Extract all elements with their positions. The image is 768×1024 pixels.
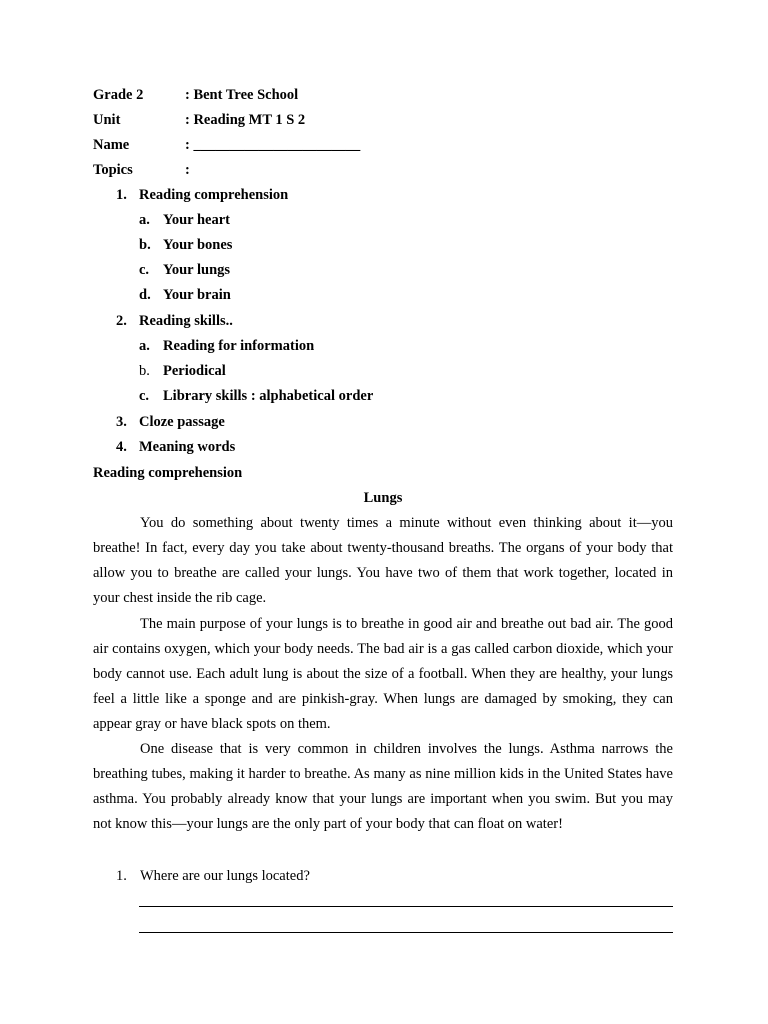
topic-number: 3. [116,414,127,430]
subtopic-letter: c. [139,262,150,278]
subtopic-letter: b. [139,237,151,253]
subtopic-letter: d. [139,287,151,303]
subtopic-label: Your bones [163,237,233,253]
topic-label: Reading skills.. [139,313,233,329]
subtopic-letter: c. [139,388,150,404]
section-title: Reading comprehension [93,465,243,481]
topics-colon: : [185,162,190,178]
answer-line[interactable] [139,932,673,933]
story-title: Lungs [363,490,403,506]
subtopic-letter: a. [139,212,150,228]
subtopic-letter: a. [139,338,150,354]
topic-label: Meaning words [139,439,236,455]
question-number: 1. [116,868,127,884]
question-text: Where are our lungs located? [140,868,310,884]
subtopic-letter: b. [139,363,150,379]
subtopic-label: Reading for information [163,338,315,354]
name-blank: : _______________________ [185,137,361,153]
unit-label: Unit [93,112,121,128]
answer-line[interactable] [139,906,673,907]
subtopic-label: Library skills : alphabetical order [163,388,374,404]
topic-number: 1. [116,187,127,203]
unit-value: : Reading MT 1 S 2 [185,112,306,128]
topic-label: Cloze passage [139,414,225,430]
story-paragraph: You do something about twenty times a minute without even thinking about it—you breathe! In fact, every day you take about twenty-thousand breaths. The organs of your body that allow you to breathe are called your lungs. You have two of them that work together, located in your chest inside the rib cage. [93,515,673,607]
topic-number: 2. [116,313,127,329]
subtopic-label: Periodical [163,363,226,379]
subtopic-label: Your lungs [163,262,231,278]
story-paragraph: The main purpose of your lungs is to breathe in good air and breathe out bad air. The good air contains oxygen, which your body needs. The bad air is a gas called carbon dioxide, which your body cannot use. Each adult lung is about the size of a football. When they are healthy, your lungs feel a little like a sponge and are pinkish-gray. When lungs are damaged by smoking, they can appear gray or have black spots on them. [93,616,673,733]
name-label: Name [93,137,130,153]
story-paragraph: One disease that is very common in children involves the lungs. Asthma narrows the breathing tubes, making it harder to breathe. As many as nine million kids in the United States have asthma. You probably already know that your lungs are important when you swim. But you may not know this—your lungs are the only part of your body that can float on water! [93,741,673,833]
topics-label: Topics [93,162,133,178]
topic-number: 4. [116,439,127,455]
subtopic-label: Your heart [163,212,230,228]
subtopic-label: Your brain [163,287,231,303]
grade-label: Grade 2 [93,87,144,103]
school-value: : Bent Tree School [185,87,299,103]
topic-label: Reading comprehension [139,187,289,203]
